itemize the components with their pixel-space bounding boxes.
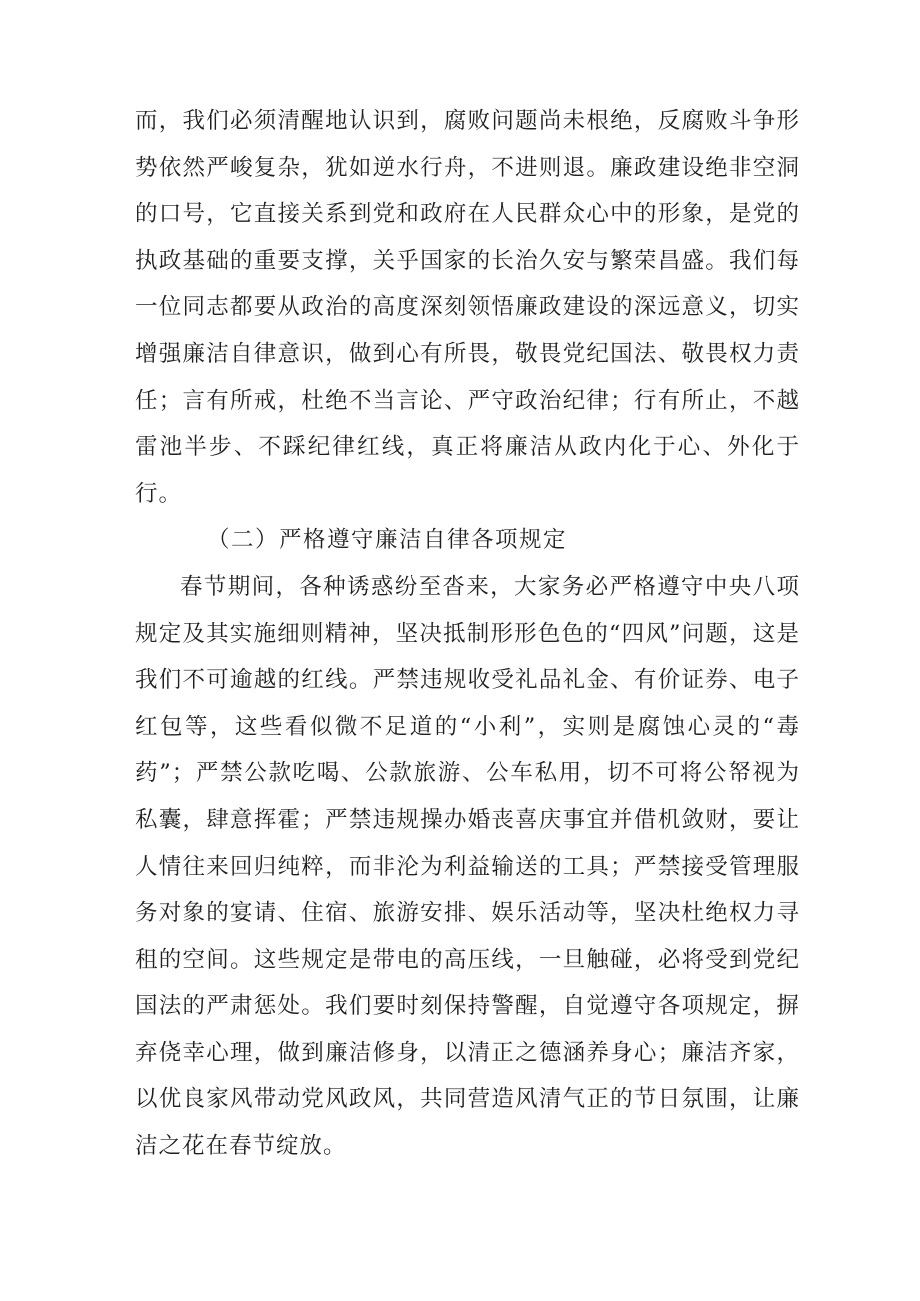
section-heading: （二）严格遵守廉洁自律各项规定 (207, 527, 568, 554)
document-body (135, 98, 800, 1170)
body-paragraph-1: 而，我们必须清醒地认识到，腐败问题尚未根绝，反腐败斗争形势依然严峻复杂，犹如逆水行舟，不进则退。廉政建设绝非空洞的口号，它直接关系到党和政府在人民群众心中的形象，是党的执政基础的重要支撑，关乎国家的长治久安与繁荣昌盛。我们每一位同志都要从政治的高度深刻领悟廉政建设的深远意义，切实增强廉洁自律意识，做到心有所畏，敬畏党纪国法、敬畏权力责任；言有所戒，杜绝不当言论、严守政治纪律；行有所止，不越雷池半步、不踩纪律红线，真正将廉洁从政内化于心、外化于行。 (135, 108, 800, 507)
body-paragraph-2: 春节期间，各种诱惑纷至沓来，大家务必严格遵守中央八项规定及其实施细则精神，坚决抵制形形色色的“四风”问题，这是我们不可逾越的红线。严禁违规收受礼品礼金、有价证券、电子红包等，这些看似微不足道的“小利”，实则是腐蚀心灵的“毒药”；严禁公款吃喝、公款旅游、公车私用，切不可将公帑视为私囊，肆意挥霍；严禁违规操办婚丧喜庆事宜并借机敛财，要让人情往来回归纯粹，而非沦为利益输送的工具；严禁接受管理服务对象的宴请、住宿、旅游安排、娱乐活动等，坚决杜绝权力寻租的空间。这些规定是带电的高压线，一旦触碰，必将受到党纪国法的严肃惩处。我们要时刻保持警醒，自觉遵守各项规定，摒弃侥幸心理，做到廉洁修身，以清正之德涵养身心；廉洁齐家，以优良家风带动党风政风，共同营造风清气正的节日氛围，让廉洁之花在春节绽放。 (135, 573, 800, 1160)
